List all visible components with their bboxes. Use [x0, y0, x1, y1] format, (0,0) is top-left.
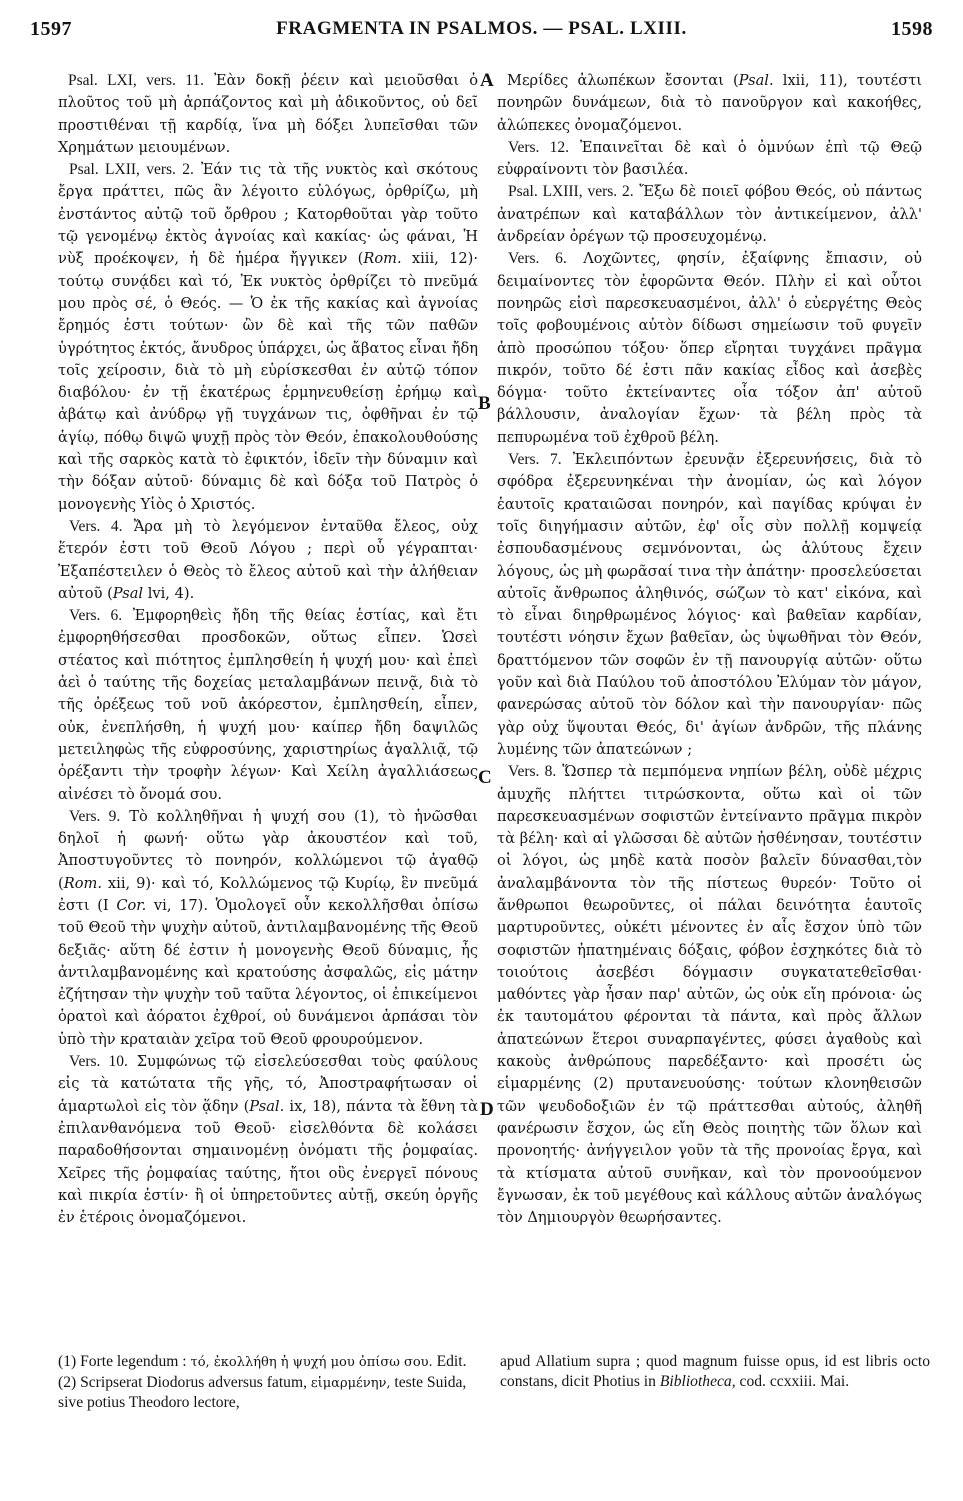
footnotes-left [58, 1352, 478, 1413]
verse-label: Psal. LXII, vers. 2. [69, 161, 194, 179]
reference: Rom. [63, 874, 102, 892]
running-title: FRAGMENTA IN PSALMOS. — PSAL. LXIII. [276, 18, 687, 39]
paragraph-text: Ἐὰν δοκῇ ῥέειν καὶ μειοῦσθαι ὁ πλοῦτος τοῦ μὴ ἁρπάζοντος καὶ μὴ ἀδικοῦντος, οὐ δεῖ προστιθέναι τῇ καρδίᾳ, ἵνα μὴ δόξει λυπεῖσθαι τῶν Χρημάτων μειουμένων. [58, 72, 478, 156]
paragraph-text: Ἔξω δὲ ποιεῖ φόβου Θεός, οὐ πάντως ἀνατρέπων καὶ καταβάλλων τὸν ἀντικείμενον, ἀλλ' ἀνδρείαν ὀρέγων τῷ προσευχομένῳ. [497, 183, 922, 246]
paragraph-text: xii, 9)· καὶ τό, Κολλώμενος τῷ Κυρίῳ, ἓν πνεῦμά ἐστι (I [58, 874, 478, 914]
page-header [18, 12, 945, 42]
right-column [497, 70, 922, 1229]
paragraph-text: Ὥσπερ τὰ πεμπόμενα νηπίων βέλη, οὐδὲ μέχρις ἀμυχῆς πλήττει τιτρώσκοντα, οὕτω καὶ οἱ τῶν παρεσκευασμένων σοφιστῶν ἐντείναντο πρᾶγμα πικρὸν τὰ βέλη· καὶ αἱ γλῶσσαι δὲ αὐτῶν ἠσθένησαν, τουτέστιν οἱ λόγοι, ὡς μηδὲ κατὰ ποσὸν βαλεῖν δύνασθαι,τὸν ἀναλαμβάνοντα τὸν τῆς πίστεως θυρεόν· Τοῦτο οἱ ἄνθρωποι θεωροῦντες, οἱ πάλαι δεινότητα ἑαυτοῖς μαρτυροῦντες, οὐκέτι μένοντες ἐν αἷς ἔσχον ὑπὸ τῶν σοφιστῶν ἠπατημέναις δόξαις, φόβον ἐσχηκότες διὰ τὸ τοιούτοις ἀσεβέσι δόγμασιν συγκατατεθεῖσθαι· μαθόντες γὰρ ἦσαν παρ' αὐτῶν, ὡς οὐκ εἴη πρόνοια· ὡς ἐκ ταυτομάτου φέρονται τὰ πάντα, καὶ πρὸς ἄλλων ἀπατεώνων ἕτεροι συναρπαγέντες, φύσει ἀγαθοὺς καὶ κακοὺς ἀνθρώπους παρεδέξαντο· καὶ προσέτι ὡς εἱμαρμένης (2) πρυτανευούσης· τούτων κλονηθεισῶν τῶν ψευδοδοξιῶν ἐν τῷ πράττεσθαι αὐτούς, ἀληθῆ φανέρωσιν ἔσχον, ὡς εἴη Θεὸς ποιητὴς τῶν ὅλων καὶ προνοητής· ἀνήγγειλον γοῦν τὰ τῆς προνοίας ἔργα, καὶ τὰ κτίσματα αὐτοῦ συνῆκαν, καὶ τὸν προνοούμενον ἔγνωσαν, ἐκ τοῦ μεγέθους καὶ κάλλους αὐτῶν ἀναλόγως τὸν Δημιουργὸν θεωρήσαντες. [497, 763, 922, 1227]
reference: Rom. [363, 250, 402, 268]
footnote-2-continued [500, 1352, 930, 1391]
margin-letter-c: C [478, 767, 492, 788]
reference: Cor. [116, 896, 147, 914]
paragraph-psal-lxi-11 [58, 70, 478, 159]
paragraph-continuation [497, 70, 922, 137]
paragraph-vers-6-right [497, 248, 922, 449]
reference: Psal [112, 584, 144, 602]
footnote-text: teste Suida, sive potius Theodoro lectore, [58, 1373, 467, 1411]
verse-label: Vers. 4. [69, 517, 123, 535]
reference: Psal. [738, 72, 774, 89]
paragraph-vers-10 [58, 1051, 478, 1229]
paragraph-vers-9 [58, 806, 478, 1051]
verse-label: Vers. 12. [508, 138, 570, 156]
paragraph-vers-4 [58, 516, 478, 605]
footnote-1 [58, 1352, 478, 1373]
paragraph-vers-12 [497, 137, 922, 182]
paragraph-text: ix, 18), πάντα τὰ ἔθνη τὰ ἐπιλανθανόμενα τοῦ Θεοῦ· εἰσελθόντα δὲ κολάσει παραδοθήσονται σημαινομένῃ ὀνόματι τῆς ῥομφαίας. Χεῖρες τῆς ῥομφαίας ταύτης, ἤτοι οὓς ἐνεργεῖ πόνους καὶ πικρία ἐστίν· ἢ οἱ ὑπηρετοῦντες αὐτῇ, σκεύη ὀργῆς ἐν ἑτέροις ὀνομαζόμενοι. [58, 1097, 478, 1227]
verse-label: Psal. LXIII, vers. 2. [508, 183, 634, 201]
paragraph-text: lxii, 11), τουτέστι πονηρῶν δυνάμεων, διὰ τὸ πανοῦργον καὶ κακοήθες, ἀλώπεκες ὀνομαζόμενοι. [497, 72, 922, 134]
footnote-text: apud Allatium supra ; quod magnum fuisse opus, id est libris octo constans, dicit Photius in [500, 1353, 930, 1390]
verse-label: Vers. 8. [508, 763, 557, 781]
footnote-greek: τό, ἐκολλήθη ἡ ψυχή μου ὀπίσω σου. [190, 1355, 433, 1370]
paragraph-text: Λοχῶντες, φησίν, ἐξαίφνης ἔπιασιν, οὐ δειμαίνοντες τὸν ἐφορῶντα Θεόν. Πλὴν εἰ καὶ οὗτοι πονηρῶς εἰσὶ παρεσκευασμένοι, ἀλλ' ὁ εὐεργέτης Θεὸς τοῖς φοβουμένοις αὐτὸν δίδωσι σημείωσιν τοῦ φυγεῖν ἀπὸ προσώπου τόξου· ὅπερ εἴρηται τυγχάνει πρᾶγμα πικρόν, τοῦτο δέ ἐστι πᾶν κακίας εἶδος καὶ ἀσεβὲς δόγμα· τοῦτο ἐκτείναντες οἷα τόξον ἀπ' αὐτοῦ βάλλουσιν, ἀναλογίαν ἔχων· τὰ βέλη πρὸς τὰ πεπυρωμένα τοῦ ἐχθροῦ βέλη. [497, 250, 922, 446]
page-number-right: 1598 [891, 18, 933, 40]
footnote-text: (1) Forte legendum : [58, 1353, 191, 1370]
footnote-2 [58, 1373, 478, 1413]
footnotes-right [500, 1352, 930, 1391]
left-column [58, 70, 478, 1229]
paragraph-text: Ἐμφορηθεὶς ἤδη τῆς θείας ἑστίας, καὶ ἔτι ἐμφορηθήσεσθαι προσδοκῶν, οὕτως εἶπεν. Ὡσεὶ στέατος καὶ πιότητος ἐμπλησθείη ἡ ψυχή μου· καὶ ἐπεὶ ἀεὶ ὁ ταύτης τῆς δοχείας μεταλαμβάνων πεινᾷ, διὰ τὸ τῆς ὀρέξεως τοῦ νοῦ ἀκόρεστον, ἐμπλησθείη, εἶπεν, οὐκ, ἐνεπλήσθη, ἡ ψυχή μου· καίπερ ἤδη δαψιλῶς μετειληφὼς τῆς εὐφροσύνης, χαριστηρίως ἀγαλλιᾷ, τῷ ὀρέξαντι τὴν τροφὴν λέγων· Καὶ Χείλη ἀγαλλιάσεως αἰνέσει τὸ ὄνομά σου. [58, 607, 478, 803]
paragraph-text: lvi, 4). [143, 584, 195, 602]
reference: Psal. [249, 1097, 285, 1115]
verse-label: Psal. LXI, vers. 11. [68, 72, 205, 89]
paragraph-vers-6 [58, 605, 478, 806]
paragraph-text: xiii, 12)· τούτῳ συνᾴδει καὶ τό, Ἐκ νυκτὸς ὀρθρίζει τὸ πνεῦμά μου πρὸς σέ, ὁ Θεός. — Ὁ ἐκ τῆς κακίας καὶ ἀγνοίας ἔρημός ἐστι τούτων· ὢν δὲ καὶ τῆς τῶν παθῶν ὑγρότητος ἐκτός, ἄνυδρος ὑπάρχει, ὡς ἄβατος εἶναι ἤδη τοῖς χείροσιν, διὰ τὸ μὴ εὑρίσκεσθαι ἐν αὐτῷ τόπον διαβόλου· ἐν τῇ ἑκατέρως ἑρμηνευθείσῃ ἐρήμῳ καὶ ἀβάτῳ καὶ ἀνύδρῳ γῇ τυγχάνων τις, ὀφθῆναι ἐν τῷ ἁγίῳ, πόθῳ διψῶ ψυχῇ πρὸς τὸν Θεόν, ἐπακολουθούσης καὶ τῆς σαρκὸς κατὰ τὸ ἐφικτόν, ἰδεῖν τὴν δύναμιν καὶ τὴν δόξαν αὐτοῦ· δύναμις δὲ καὶ δόξα τοῦ Πατρὸς ὁ μονογενὴς Υἱὸς ὁ Χριστός. [58, 250, 478, 513]
paragraph-text: Ἐκλειπόντων ἐρευνᾷν ἐξερευνήσεις, διὰ τὸ σφόδρα ἐξερευνηκέναι τὴν ἀνομίαν, ὡς καὶ λόγον ἑαυτοῖς κραταιῶσαι πονηρόν, καὶ παγίδας κρύψαι ἐν τοῖς διηγήμασιν αὐτῶν, ἐφ' οἷς σὺν πολλῇ κομψείᾳ ἐσπουδασμένους σεμνόνονται, ὡς ἁλύτους ἔχειν λόγους, ὡς μὴ φωρᾶσαί τινα τὴν ἀπάτην· προσελεύσεται αὐτοῖς ἄνθρωπος ἀληθινός, σώζων τὸ κατ' εἰκόνα, καὶ τὸ εἶναι διηρθρωμένος λόγιος· καὶ βαθεῖαν καρδίαν, τουτέστι νόησιν ἔχων βαθεῖαν, ὡς ὑψωθῆναι τὸν Θεόν, δραττόμενον τῶν σοφῶν ἐν τῇ πανουργίᾳ αὐτῶν· οὕτω γοῦν καὶ διὰ Παύλου τοῦ ἀποστόλου Ἐλύμαν τὸν μάγον, φανερώσας αὐτοῦ τὸν δόλον καὶ τὴν πανουργίαν· πῶς γὰρ οὐχ ὕψουται Θεός, δι' ἁγίων ἀνδρῶν, τῆς πλάνης λυμένης τῶν ἀπατεώνων ; [497, 451, 922, 758]
paragraph-psal-lxii-2 [58, 159, 478, 516]
verse-label: Vers. 6. [69, 607, 123, 625]
verse-label: Vers. 7. [508, 451, 562, 469]
paragraph-text: Ἄρα μὴ τὸ λεγόμενον ἐνταῦθα ἔλεος, οὐχ ἕτερόν ἐστι τοῦ Θεοῦ Λόγου ; περὶ οὗ γέγραπται· Ἐξαπέστειλεν ὁ Θεὸς τὸ ἔλεος αὐτοῦ καὶ τὴν ἀλήθειαν αὐτοῦ ( [58, 517, 478, 602]
verse-label: Vers. 9. [69, 807, 121, 825]
page-number-left: 1597 [30, 18, 72, 40]
paragraph-psal-lxiii-2 [497, 181, 922, 248]
footnote-greek: εἱμαρμένην, [310, 1375, 391, 1391]
reference: Bibliotheca, [659, 1372, 736, 1390]
paragraph-text: Μερίδες ἀλωπέκων ἔσονται ( [507, 72, 739, 89]
paragraph-text: Ἐπαινεῖται δὲ καὶ ὁ ὀμνύων ἐπὶ τῷ Θεῷ εὐφραίνοντι τὸν βασιλέα. [497, 138, 922, 179]
margin-letter-d: D [480, 1099, 494, 1120]
paragraph-text: Ἐάν τις τὰ τῆς νυκτὸς καὶ σκότους ἔργα πράττει, πῶς ἂν λέγοιτο εὐλόγως, ὀρθρίζω, μὴ ἐνστάντος αὐτῷ τοῦ ὄρθρου ; Κατορθοῦται γὰρ τοῦτο τῷ γενομένῳ ἐκτὸς ἀγνοίας καὶ κακίας· ὡς φάναι, Ἡ νὺξ προέκοψεν, ἡ δὲ ἡμέρα ἤγγικεν ( [58, 161, 478, 268]
verse-label: Vers. 6. [508, 250, 567, 268]
margin-letter-a: A [480, 70, 494, 91]
margin-letter-b: B [478, 393, 491, 414]
footnote-text: cod. ccxxiii. Mai. [735, 1372, 850, 1390]
paragraph-text: vi, 17). Ὁμολογεῖ οὖν κεκολλῆσθαι ὀπίσω τοῦ Θεοῦ τὴν ψυχὴν αὐτοῦ, ἀντιλαμβανομένης τῆς Θεοῦ δεξιᾶς· αὕτη δέ ἐστιν ἡ μονογενὴς Θεοῦ δύναμις, ἧς ἀντιλαμβανομένης καὶ κρατούσης ἀσφαλῶς, εἰς μάτην ἐζήτησαν τὴν ψυχὴν τοῦ ταῦτα λέγοντος, οἱ ἐπικείμενοι ὁρατοὶ καὶ ἀόρατοι ἐχθροί, οὐ δυνάμενοι ἁρπάσαι τὸν ὑπὸ τὴν κραταιὰν χεῖρα τοῦ Θεοῦ φρουρούμενον. [58, 896, 478, 1048]
paragraph-vers-7 [497, 449, 922, 761]
footnote-text: Edit. [432, 1353, 467, 1370]
footnote-text: (2) Scripserat Diodorus adversus fatum, [58, 1373, 311, 1391]
paragraph-text: Συμφώνως τῷ εἰσελεύσεσθαι τοὺς φαύλους εἰς τὰ κατώτατα τῆς γῆς, τό, Ἀποστραφήτωσαν οἱ ἁμαρτωλοὶ εἰς τὸν ᾅδην ( [58, 1053, 478, 1115]
paragraph-vers-8 [497, 761, 922, 1229]
verse-label: Vers. 10. [69, 1053, 128, 1071]
paragraph-text: Τὸ κολληθῆναι ἡ ψυχή σου (1), τὸ ἡνῶσθαι δηλοῖ ἡ φωνή· οὕτω γὰρ ἀκουστέον καὶ τοῦ, Ἀποστυγοῦντες τὸ πονηρόν, κολλώμενοι τῷ ἀγαθῷ ( [58, 807, 478, 892]
